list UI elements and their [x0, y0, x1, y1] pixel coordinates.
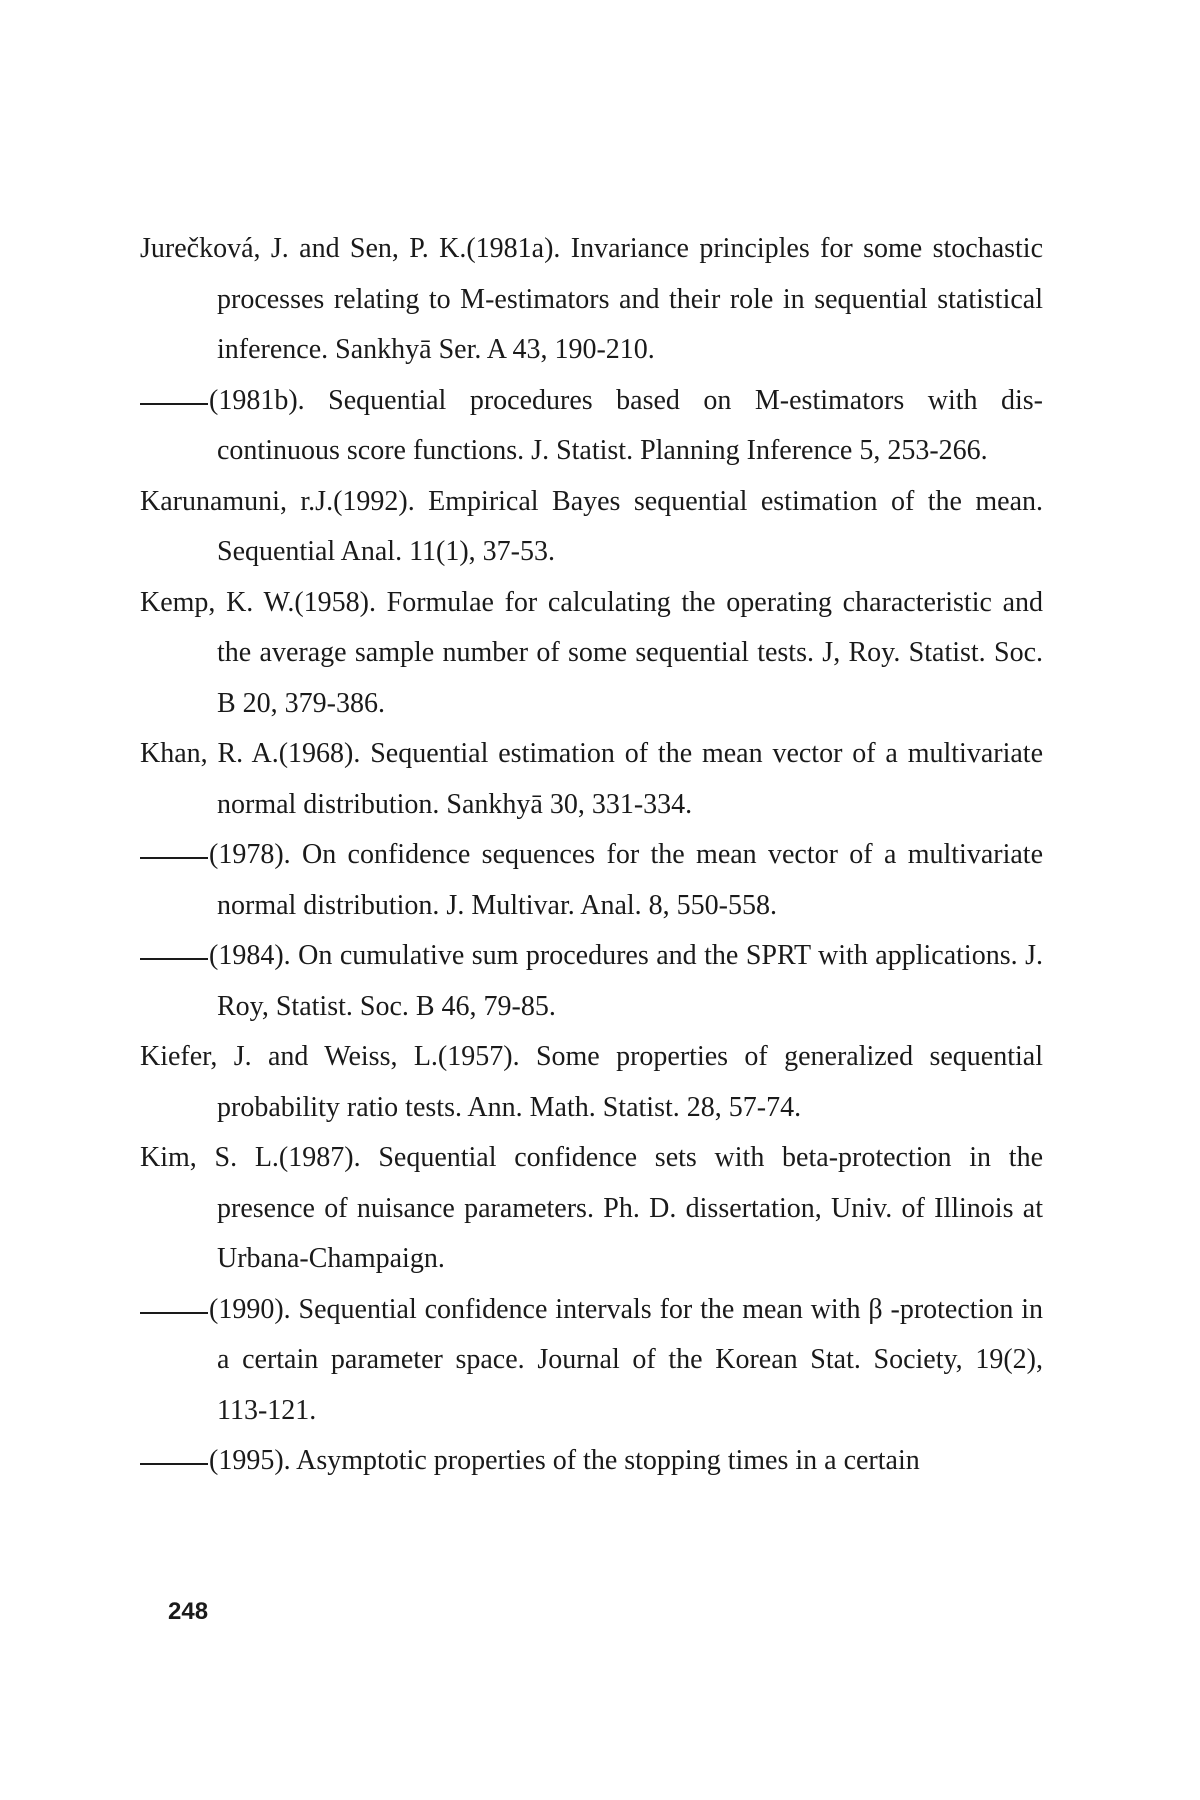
reference-text: (1995). Asymptotic properties of the stopping times in a certain	[209, 1445, 920, 1476]
reference-entry	[140, 376, 1043, 477]
reference-entry	[140, 830, 1043, 931]
repeat-author-dash	[140, 958, 208, 960]
reference-entry	[140, 931, 1043, 1032]
reference-entry	[140, 477, 1043, 578]
reference-text: Karunamuni, r.J.(1992). Empirical Bayes sequential estimation of the mean. Sequential Anal. 11(1), 37-53.	[140, 485, 1043, 567]
reference-text: Kemp, K. W.(1958). Formulae for calculating the operating characteristic and the average sample number of some sequential tests. J, Roy. Statist. Soc. B 20, 379-386.	[140, 586, 1043, 719]
reference-list	[140, 224, 1043, 1487]
reference-text: Kim, S. L.(1987). Sequential confidence sets with beta-protection in the presence of nuisance parameters. Ph. D. dissertation, Univ. of Illinois at Urbana-Champaign.	[140, 1142, 1043, 1274]
reference-text: Khan, R. A.(1968). Sequential estimation of the mean vector of a multivariate normal distribution. Sankhyā 30, 331-334.	[140, 738, 1043, 820]
repeat-author-dash	[140, 403, 208, 405]
reference-text: (1984). On cumulative sum procedures and the SPRT with applications. J. Roy, Statist. Soc. B 46, 79-85.	[209, 940, 1043, 1022]
reference-text: (1981b). Sequential procedures based on M-estimators with dis- continuous score functions. J. Statist. Planning Inference 5, 253-266.	[209, 384, 1043, 466]
repeat-author-dash	[140, 1312, 208, 1314]
reference-text: (1990). Sequential confidence intervals for the mean with β -protection in a certain parameter space. Journal of the Korean Stat. Society, 19(2), 113-121.	[209, 1293, 1043, 1426]
reference-text: (1978). On confidence sequences for the mean vector of a multivariate normal distribution. J. Multivar. Anal. 8, 550-558.	[209, 839, 1043, 921]
page-number: 248	[168, 1598, 209, 1625]
reference-entry	[140, 1436, 1043, 1487]
reference-entry	[140, 729, 1043, 830]
reference-entry	[140, 578, 1043, 730]
reference-entry	[140, 1133, 1043, 1285]
repeat-author-dash	[140, 857, 208, 859]
reference-text: Kiefer, J. and Weiss, L.(1957). Some properties of generalized sequential probability ratio tests. Ann. Math. Statist. 28, 57-74.	[140, 1041, 1043, 1123]
reference-text: Jurečková, J. and Sen, P. K.(1981a). Invariance principles for some stochastic processes relating to M-estimators and their role in sequential statistical inference. Sankhyā Ser. A 43, 190-210.	[140, 233, 1043, 365]
repeat-author-dash	[140, 1463, 208, 1465]
reference-entry	[140, 1285, 1043, 1437]
reference-entry	[140, 224, 1043, 376]
reference-entry	[140, 1032, 1043, 1133]
